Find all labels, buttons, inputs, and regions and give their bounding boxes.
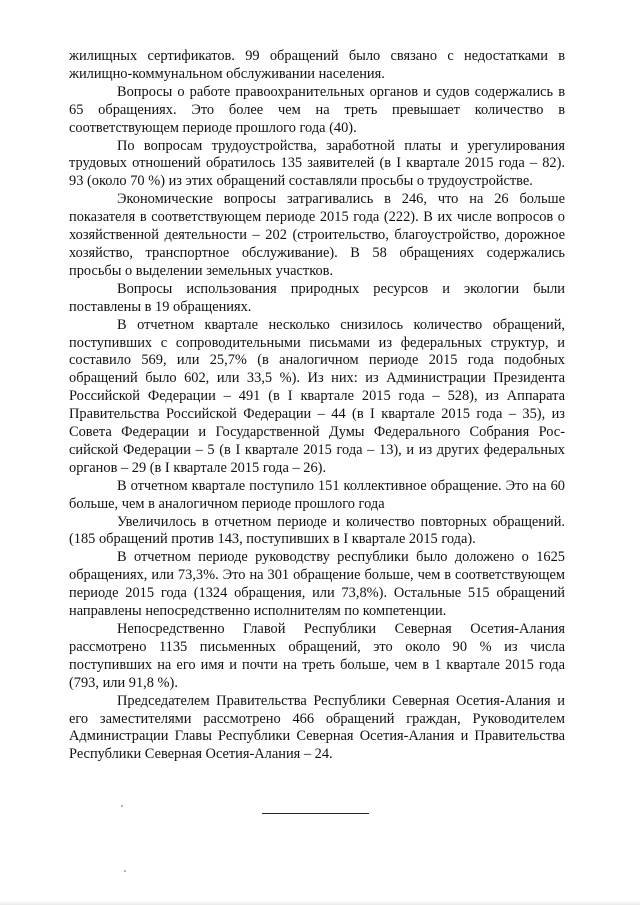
paragraph-federal-referrals: В отчетном квартале несколько снизилось количество обращений, поступивших с сопроводительными письмами из федеральных структур, и составило 569, или 25,7% (в аналогичном периоде 2015 года подобных обращений было 602, или 33,5 %). Из них: из Администрации Президента Российской Федерации – 491 (в I квартале 2015 года – 528), из Аппарата Правительства Российской Федерации – 44 (в I квартале 2015 года – 35), из Совета Федерации и Государственной Думы Федерального Собрания Российской Федерации – 5 (в I квартале 2015 года – 13), и из других федеральных органов – 29 (в I квартале 2015 года – 26).	[69, 316, 565, 476]
paragraph-employment: По вопросам трудоустройства, заработной платы и урегулирования трудовых отношений обратилось 135 заявителей (в I квартале 2015 года – 82). 93 (около 70 %) из этих обращений составляли просьбы о трудоустройстве.	[69, 137, 565, 190]
paragraph-housing-certificates: жилищных сертификатов. 99 обращений было связано с недостатками в жилищно-коммунальном обслуживании населения.	[69, 48, 565, 82]
paragraph-repeat-appeals: Увеличилось в отчетном периоде и количество повторных обращений. (185 обращений против 143, поступивших в I квартале 2015 года).	[69, 513, 565, 548]
paragraph-reported-to-leadership: В отчетном периоде руководству республики было доложено о 1625 обращениях, или 73,3%. Это на 301 обращение больше, чем в соответствующем периоде 2015 года (1324 обращения, или 73,8%). Остальные 515 обращений направлены непосредственно исполнителям по компетенции.	[69, 549, 565, 620]
paragraph-collective-appeals: В отчетном квартале поступило 151 коллективное обращение. Это на 60 больше, чем в аналогичном периоде прошлого года	[69, 477, 565, 512]
scan-bottom-edge	[0, 901, 640, 905]
closing-rule	[262, 813, 369, 814]
paragraph-economic-issues: Экономические вопросы затрагивались в 246, что на 26 больше показателя в соответствующем периоде 2015 года (222). В их числе вопросов о хозяйственной деятельности – 202 (строительство, благоустройство, дорожное хозяйство, транспортное обслуживание). В 58 обращениях содержались просьбы о выделении земельных участков.	[69, 191, 565, 279]
scan-speck	[124, 870, 126, 872]
document-body	[69, 48, 565, 764]
paragraph-head-of-republic: Непосредственно Главой Республики Северная Осетия-Алания рассмотрено 1135 письменных обращений, это около 90 % из числа поступивших на его имя и почти на треть больше, чем в 1 квартале 2015 года (793, или 91,8 %).	[69, 621, 565, 691]
paragraph-government-chairman: Председателем Правительства Республики Северная Осетия-Алания и его заместителями рассмотрено 466 обращений граждан, Руководителем Администрации Главы Республики Северная Осетия-Алания и Правительства Республики Северная Осетия-Алания – 24.	[69, 692, 565, 763]
scan-speck	[121, 805, 123, 807]
paragraph-law-enforcement: Вопросы о работе правоохранительных органов и судов содержались в 65 обращениях. Это более чем на треть превышает количество в соответствующем периоде прошлого года (40).	[69, 83, 565, 136]
paragraph-natural-resources: Вопросы использования природных ресурсов и экологии были поставлены в 19 обращениях.	[69, 280, 565, 315]
